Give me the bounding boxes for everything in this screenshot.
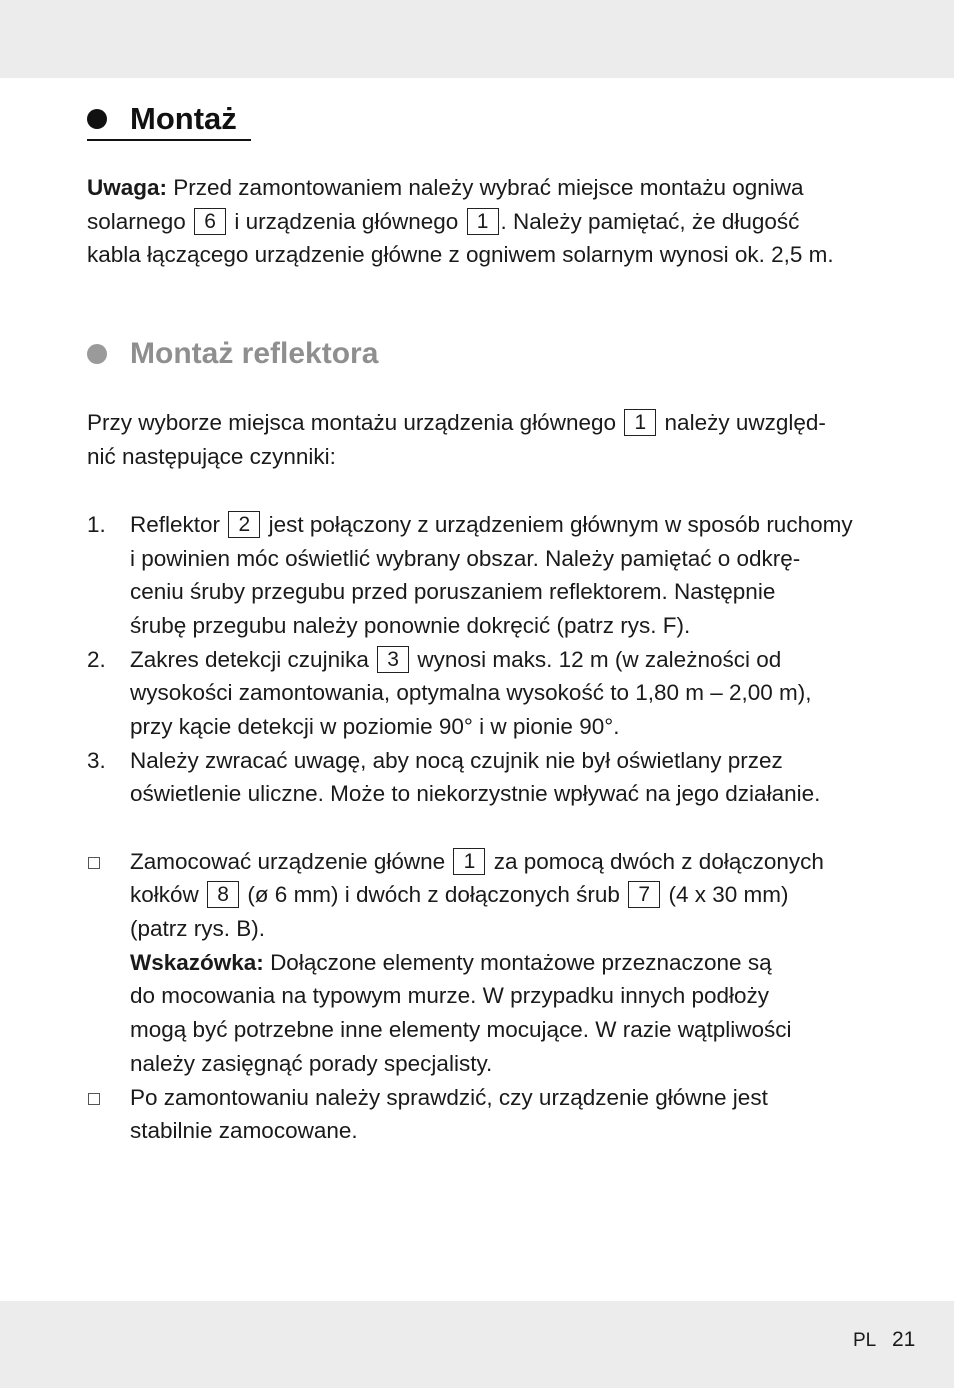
part-ref: 1 (624, 409, 656, 436)
item-text: jest połączony z urządzeniem głównym w sposób ruchomy (268, 512, 853, 537)
tip-line-1 (130, 946, 772, 980)
part-ref: 7 (628, 881, 660, 908)
tip-line-4: należy zasięgnąć porady specjalisty. (130, 1051, 493, 1076)
note-text: Przed zamontowaniem należy wybrać miejsce montażu ogniwa (173, 175, 804, 200)
page-number: 21 (892, 1328, 916, 1351)
intro-line-2: nić następujące czynniki: (87, 444, 336, 469)
tip-line-2: do mocowania na typowym murze. W przypadku innych podłoży (130, 983, 770, 1008)
heading-underline (87, 139, 251, 141)
list-item-1-line-3: ceniu śruby przegubu przed poruszaniem reflektorem. Następnie (130, 579, 776, 604)
note-line-3: kabla łączącego urządzenie główne z ogniwem solarnym wynosi ok. 2,5 m. (87, 242, 834, 267)
part-ref: 1 (467, 208, 499, 235)
list-item-2-line-3: przy kącie detekcji w poziomie 90° i w pionie 90°. (130, 714, 620, 739)
list-item-1-line-2: i powinien móc oświetlić wybrany obszar. Należy pamiętać o odkrę- (130, 546, 801, 571)
checkbox-square-icon (88, 1093, 100, 1105)
step-2-line-2: stabilnie zamocowane. (130, 1118, 358, 1143)
note-line-2 (87, 205, 799, 239)
note-text: . Należy pamiętać, że długość (500, 209, 800, 234)
list-number: 1. (87, 512, 106, 537)
step-1-line-2 (130, 878, 788, 912)
part-ref: 2 (228, 511, 260, 538)
tip-label: Wskazówka: (130, 950, 264, 975)
part-ref: 3 (377, 646, 409, 673)
part-ref: 6 (194, 208, 226, 235)
tip-text: Dołączone elementy montażowe przeznaczone są (270, 950, 772, 975)
section-title: Montaż reflektora (130, 337, 379, 370)
section-heading-montaz (87, 96, 237, 142)
section-title: Montaż (130, 101, 237, 136)
section-heading-montaz-reflektora (87, 332, 378, 376)
part-ref: 8 (207, 881, 239, 908)
intro-text: należy uwzględ- (664, 410, 826, 435)
step-2-line-1: Po zamontowaniu należy sprawdzić, czy urządzenie główne jest (130, 1085, 768, 1110)
note-line-1 (87, 171, 804, 205)
bullet-dot-icon (87, 109, 107, 129)
step-1-line-1 (130, 845, 824, 879)
footer-language: PL (853, 1330, 877, 1351)
list-item-3-line-1: Należy zwracać uwagę, aby nocą czujnik nie był oświetlany przez (130, 748, 783, 773)
item-text: wynosi maks. 12 m (w zależności od (417, 647, 782, 672)
list-item-2-line-2: wysokości zamontowania, optymalna wysokość to 1,80 m – 2,00 m), (130, 680, 812, 705)
step-text: (ø 6 mm) i dwóch z dołączonych śrub (247, 882, 620, 907)
list-number: 3. (87, 748, 106, 773)
checkbox-square-icon (88, 857, 100, 869)
list-number: 2. (87, 647, 106, 672)
list-item-1-line-1 (130, 508, 853, 542)
step-text: za pomocą dwóch z dołączonych (493, 849, 824, 874)
list-item-2-line-1 (130, 643, 781, 677)
footer-band (0, 1301, 954, 1388)
item-text: Reflektor (130, 512, 221, 537)
list-item-1-line-4: śrubę przegubu należy ponownie dokręcić (patrz rys. F). (130, 613, 691, 638)
step-text: Zamocować urządzenie główne (130, 849, 446, 874)
part-ref: 1 (453, 848, 485, 875)
intro-text: Przy wyborze miejsca montażu urządzenia głównego (87, 410, 617, 435)
item-text: Zakres detekcji czujnika (130, 647, 369, 672)
header-band (0, 0, 954, 78)
note-text: i urządzenia głównego (234, 209, 459, 234)
step-text: kołków (130, 882, 199, 907)
list-item-3-line-2: oświetlenie uliczne. Może to niekorzystnie wpływać na jego działanie. (130, 781, 821, 806)
note-text: solarnego (87, 209, 186, 234)
step-1-line-3: (patrz rys. B). (130, 916, 266, 941)
bullet-dot-icon (87, 344, 107, 364)
step-text: (4 x 30 mm) (668, 882, 789, 907)
note-label: Uwaga: (87, 175, 168, 200)
tip-line-3: mogą być potrzebne inne elementy mocujące. W razie wątpliwości (130, 1017, 792, 1042)
intro-line-1 (87, 406, 826, 440)
